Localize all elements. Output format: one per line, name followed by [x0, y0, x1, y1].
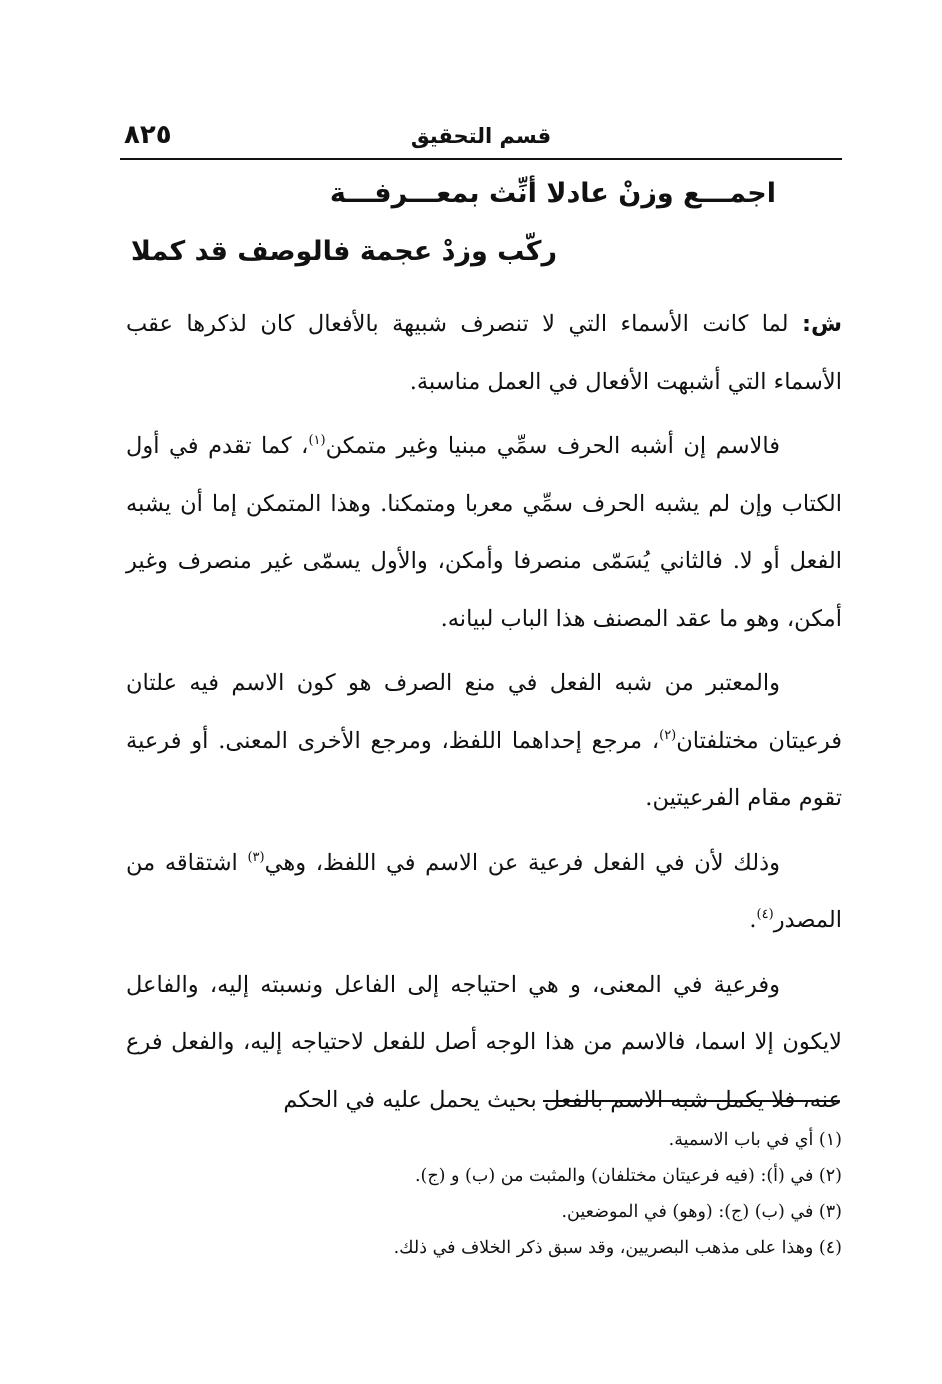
- footnote-divider: [543, 1100, 840, 1102]
- paragraph-4-text-b: اشتقاقه من المصدر: [126, 849, 842, 933]
- paragraph-1: [126, 296, 842, 411]
- page-header: [120, 118, 842, 160]
- paragraph-1-text: لما كانت الأسماء التي لا تنصرف شبيهة بالأفعال كان لذكرها عقب الأسماء التي أشبهت الأفعال في العمل مناسبة.: [126, 311, 842, 395]
- paragraph-4-text-c: .: [749, 907, 757, 933]
- paragraph-3-text-b: ، مرجع إحداهما اللفظ، ومرجع الأخرى المعنى. أو فرعية تقوم مقام الفرعيتين.: [126, 727, 842, 811]
- footnote-4: (٤) وهذا على مذهب البصريين، وقد سبق ذكر الخلاف في ذلك.: [393, 1238, 842, 1258]
- running-head: قسم التحقيق: [410, 124, 552, 148]
- body-text: [126, 296, 842, 1129]
- footnote-ref-1: (١): [308, 433, 326, 448]
- verse-line-2: ركّب وزدْ عجمة فالوصف قد كملا: [130, 236, 557, 267]
- footnote-1: (١) أي في باب الاسمية.: [668, 1130, 842, 1150]
- paragraph-3: [126, 655, 842, 828]
- footnote-ref-3: (٣): [247, 849, 265, 865]
- page-number: ٨٢٥: [124, 120, 172, 150]
- footnote-ref-2: (٢): [659, 727, 677, 743]
- commentary-marker: ش:: [801, 311, 842, 337]
- footnote-ref-4: (٤): [756, 907, 774, 922]
- paragraph-2-text-b: ، كما تقدم في أول الكتاب وإن لم يشبه الحرف سمِّي معربا ومتمكنا. وهذا المتمكن إما أن يشبه الفعل أو لا. فالثاني يُسَمّى منصرفا وأمكن، والأول يسمّى غير منصرف وغير أمكن، وهو ما عقد المصنف هذا الباب لبيانه.: [126, 433, 842, 632]
- verse-line-1: اجمـــع وزنْ عادلا أنِّث بمعـــرفـــة: [329, 178, 776, 209]
- paragraph-2: [126, 418, 842, 648]
- footnotes: [126, 1122, 842, 1266]
- footnote-3: (٣) في (ب) (ج): (وهو) في الموضعين.: [561, 1202, 842, 1222]
- paragraph-5: وفرعية في المعنى، و هي احتياجه إلى الفاعل ونسبته إليه، والفاعل لايكون إلا اسما، فالاسم من هذا الوجه أصل للفعل لاحتياجه إليه، والفعل فرع عنه، فلا يكمل شبه الاسم بالفعل بحيث يحمل عليه في الحكم: [126, 971, 842, 1113]
- paragraph-4: [126, 835, 842, 950]
- paragraph-3-text-a: والمعتبر من شبه الفعل في منع الصرف هو كون الاسم فيه علتان فرعيتان مختلفتان: [126, 670, 842, 754]
- paragraph-2-text-a: فالاسم إن أشبه الحرف سمِّي مبنيا وغير متمكن: [325, 433, 780, 459]
- paragraph-4-text-a: وذلك لأن في الفعل فرعية عن الاسم في اللفظ، وهي: [264, 849, 781, 876]
- footnote-2: (٢) في (أ): (فيه فرعيتان مختلفان) والمثبت من (ب) و (ج).: [414, 1166, 842, 1186]
